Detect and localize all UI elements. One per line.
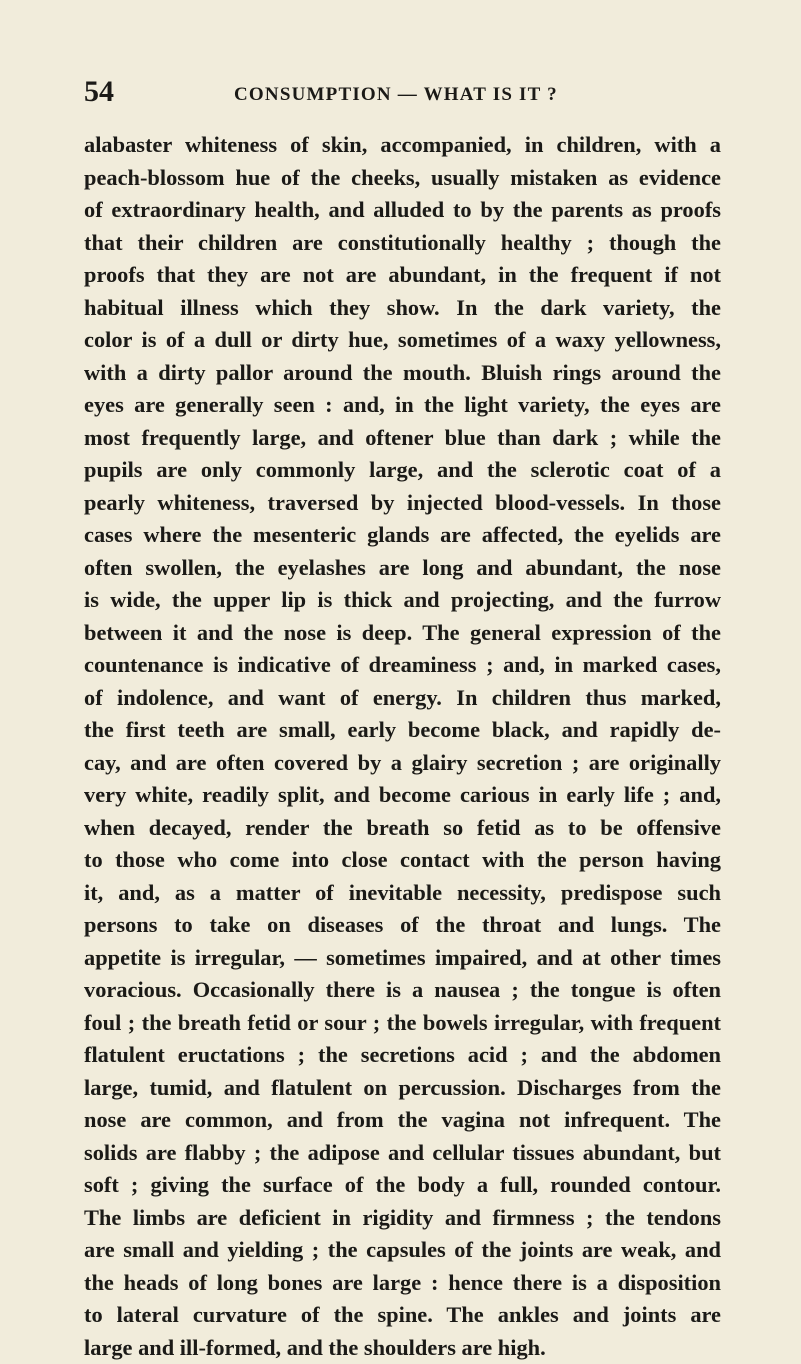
text-line: the heads of long bones are large : hence there is a disposition: [84, 1267, 721, 1300]
text-line: persons to take on diseases of the throat and lungs. The: [84, 909, 721, 942]
text-line: peach-blossom hue of the cheeks, usually mistaken as evidence: [84, 162, 721, 195]
text-line: large and ill-formed, and the shoulders are high.: [84, 1332, 721, 1364]
text-line: flatulent eructations ; the secretions acid ; and the abdomen: [84, 1039, 721, 1072]
text-line: are small and yielding ; the capsules of the joints are weak, and: [84, 1234, 721, 1267]
text-line: pupils are only commonly large, and the sclerotic coat of a: [84, 454, 721, 487]
text-line: between it and the nose is deep. The general expression of the: [84, 617, 721, 650]
text-line: The limbs are deficient in rigidity and firmness ; the tendons: [84, 1202, 721, 1235]
text-line: large, tumid, and flatulent on percussion. Discharges from the: [84, 1072, 721, 1105]
text-line: voracious. Occasionally there is a nausea ; the tongue is often: [84, 974, 721, 1007]
text-line: often swollen, the eyelashes are long and abundant, the nose: [84, 552, 721, 585]
text-line: cay, and are often covered by a glairy secretion ; are originally: [84, 747, 721, 780]
text-line: appetite is irregular, — sometimes impaired, and at other times: [84, 942, 721, 975]
text-line: soft ; giving the surface of the body a full, rounded contour.: [84, 1169, 721, 1202]
text-line: to lateral curvature of the spine. The ankles and joints are: [84, 1299, 721, 1332]
text-line: cases where the mesenteric glands are affected, the eyelids are: [84, 519, 721, 552]
text-line: of indolence, and want of energy. In children thus marked,: [84, 682, 721, 715]
text-line: the first teeth are small, early become black, and rapidly de-: [84, 714, 721, 747]
text-line: of extraordinary health, and alluded to by the parents as proofs: [84, 194, 721, 227]
page-header: [84, 74, 720, 114]
text-line: alabaster whiteness of skin, accompanied, in children, with a: [84, 129, 721, 162]
text-line: eyes are generally seen : and, in the light variety, the eyes are: [84, 389, 721, 422]
text-line: that their children are constitutionally healthy ; though the: [84, 227, 721, 260]
text-line: to those who come into close contact with the person having: [84, 844, 721, 877]
text-line: proofs that they are not are abundant, in the frequent if not: [84, 259, 721, 292]
body-text: [84, 129, 721, 1364]
text-line: is wide, the upper lip is thick and projecting, and the furrow: [84, 584, 721, 617]
text-line: countenance is indicative of dreaminess ; and, in marked cases,: [84, 649, 721, 682]
text-line: solids are flabby ; the adipose and cellular tissues abundant, but: [84, 1137, 721, 1170]
text-line: with a dirty pallor around the mouth. Bluish rings around the: [84, 357, 721, 390]
text-line: when decayed, render the breath so fetid as to be offensive: [84, 812, 721, 845]
text-line: it, and, as a matter of inevitable necessity, predispose such: [84, 877, 721, 910]
text-line: very white, readily split, and become carious in early life ; and,: [84, 779, 721, 812]
running-head: CONSUMPTION — WHAT IS IT ?: [234, 83, 558, 107]
text-line: most frequently large, and oftener blue than dark ; while the: [84, 422, 721, 455]
text-line: foul ; the breath fetid or sour ; the bowels irregular, with frequent: [84, 1007, 721, 1040]
text-line: pearly whiteness, traversed by injected blood-vessels. In those: [84, 487, 721, 520]
page-number: 54: [84, 74, 114, 110]
text-line: color is of a dull or dirty hue, sometimes of a waxy yellowness,: [84, 324, 721, 357]
text-line: nose are common, and from the vagina not infrequent. The: [84, 1104, 721, 1137]
text-line: habitual illness which they show. In the dark variety, the: [84, 292, 721, 325]
